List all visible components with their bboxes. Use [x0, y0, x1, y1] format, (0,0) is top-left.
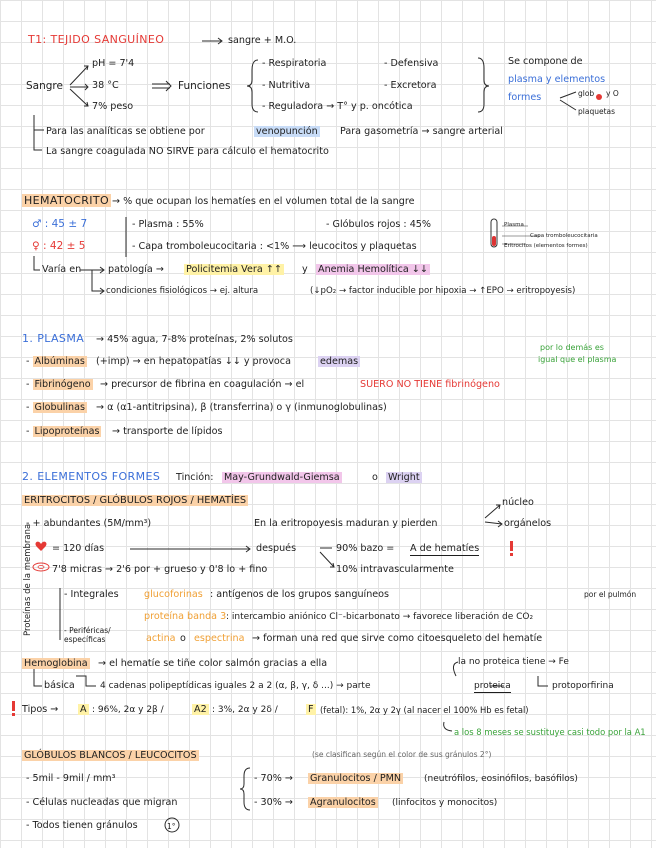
tincion-label: Tinción:	[176, 472, 214, 483]
suero-note: SUERO NO TIENE fibrinógeno	[360, 379, 500, 390]
wright-highlight: Wright	[388, 472, 420, 483]
section-title-hematocrito: HEMATOCRITO	[24, 194, 110, 207]
anemia-highlight: Anemia Hemolítica ↓↓	[318, 264, 428, 275]
fibrinogeno-highlight: Fibrinógeno	[34, 379, 91, 390]
nucleo-text: núcleo	[502, 497, 534, 508]
hb-a2-highlight: A2	[194, 704, 207, 715]
hemoglobina-text: → el hematíe se tiñe color salmón gracias a ella	[98, 658, 328, 669]
plaquetas-text: plaquetas	[578, 107, 616, 116]
funcion-nutritiva: - Nutritiva	[262, 80, 311, 91]
hb-a2-text: : 3%, 2α y 2δ /	[212, 705, 278, 715]
eritropoyesis-text: En la eritropoyesis maduran y pierden	[254, 518, 438, 529]
glucoforinas-text: glucoforinas	[144, 589, 203, 600]
leucocitos-heading: GLÓBULOS BLANCOS / LEUCOCITOS	[24, 750, 197, 761]
agranulocitos-highlight: Agranulocitos	[310, 797, 376, 808]
hb-f-note: a los 8 meses se sustituye casi todo por la A1	[454, 727, 646, 737]
integrales-detail: : antígenos de los grupos sanguíneos	[210, 589, 390, 600]
ph-value: pH = 7'4	[92, 58, 135, 69]
integrales-label: - Integrales	[64, 589, 119, 600]
policitemia-highlight: Policitemia Vera ↑↑	[186, 264, 282, 275]
hb-f-text: (fetal): 1%, 2α y 2γ (al nacer el 100% Hb es fetal)	[320, 705, 529, 715]
albuminas-highlight: Albúminas	[34, 356, 85, 367]
compone-text: Se compone de	[508, 56, 583, 67]
leucocitos-count: - 5mil - 9mil / mm³	[26, 773, 116, 784]
percent-70: - 70% →	[254, 773, 293, 784]
bazo-text: 90% bazo =	[336, 543, 395, 554]
despues-text: después	[256, 543, 297, 554]
vida-media-text: = 120 días	[52, 543, 105, 554]
formes-text: formes	[508, 92, 542, 103]
condiciones-detail: (↓pO₂ → factor inducible por hipoxia → ↑EPO → eritropoyesis)	[310, 286, 576, 296]
granulos-primarios-badge: 1°	[167, 822, 176, 831]
granulocitos-detail: (neutrófilos, eosinófilos, basófilos)	[424, 774, 578, 784]
lipoproteinas-text: → transporte de lípidos	[112, 426, 223, 437]
perifericas-label: - Periféricas/ específicas	[64, 626, 111, 644]
coagulada-text: La sangre coagulada NO SIRVE para cálculo el hematocrito	[46, 146, 329, 157]
plasma-percent: - Plasma : 55%	[132, 219, 204, 230]
sangre-label: Sangre	[26, 80, 63, 92]
funciones-label: Funciones	[178, 80, 231, 92]
hb-a-highlight: A	[80, 704, 87, 715]
patologia-text: patología →	[108, 264, 164, 275]
venopuncion-highlight: venopunción	[256, 126, 318, 137]
title-subtext: sangre + M.O.	[228, 35, 297, 46]
tipos-label: Tipos →	[22, 704, 59, 715]
organelos-text: orgánelos	[504, 518, 552, 529]
hematocrito-definition: → % que ocupan los hematíes en el volumen total de la sangre	[112, 196, 415, 207]
basica-label: básica	[44, 680, 75, 691]
tube-label-eritrocitos: Eritrocitos (elementos formes)	[504, 243, 588, 249]
tube-label-capa: Capa tromboleucocitaria	[530, 233, 598, 239]
globulinas-text: → α (α1-antitripsina), β (transferrina) o γ (inmunoglobulinas)	[96, 402, 387, 413]
funcion-excretora: - Excretora	[384, 80, 437, 91]
capa-tromboleucocitaria: - Capa tromboleucocitaria : <1% ⟶ leucocitos y plaquetas	[132, 241, 417, 252]
eritrocitos-heading: ERITROCITOS / GLÓBULOS ROJOS / HEMATÍES	[24, 495, 247, 506]
celulas-nucleadas: - Células nucleadas que migran	[26, 797, 178, 808]
funcion-respiratoria: - Respiratoria	[262, 58, 327, 69]
granulocitos-highlight: Granulocitos / PMN	[310, 773, 402, 784]
note-igual-plasma-2: igual que el plasma	[538, 355, 617, 364]
gasometria-text: Para gasometría → sangre arterial	[340, 126, 503, 137]
may-grundwald-highlight: May-Grundwald-Giemsa	[224, 472, 340, 483]
clasificacion-note: (se clasifican según el color de sus gránulos 2°)	[312, 750, 492, 759]
plasma-definition: → 45% agua, 7-8% proteínas, 2% solutos	[96, 334, 293, 345]
proteica-text: proteica	[474, 681, 511, 691]
globulos-rojos-percent: - Glóbulos rojos : 45%	[326, 219, 432, 230]
banda3-text: proteína banda 3	[144, 611, 227, 622]
hemoglobina-highlight: Hemoglobina	[24, 658, 88, 669]
analiticas-text: Para las analíticas se obtiene por	[46, 126, 205, 137]
proteinas-membrana-label: Proteínas de la membrana	[23, 523, 33, 636]
intravascular-text: 10% intravascularmente	[336, 564, 454, 575]
actina-text: actina	[146, 633, 176, 644]
espectrina-text: espectrina	[194, 633, 245, 644]
weight-value: 7% peso	[92, 101, 134, 112]
glob-text: glob	[578, 89, 595, 98]
edemas-highlight: edemas	[320, 356, 359, 367]
y-text: y	[302, 264, 308, 275]
section-title-elementos-formes: 2. ELEMENTOS FORMES	[22, 470, 161, 483]
percent-30: - 30% →	[254, 797, 293, 808]
lipoproteinas-highlight: Lipoproteínas	[34, 426, 100, 437]
funcion-defensiva: - Defensiva	[384, 58, 439, 69]
hb-a-text: : 96%, 2α y 2β /	[92, 705, 164, 715]
temperature-value: 38 °C	[92, 80, 119, 91]
globulinas-highlight: Globulinas	[34, 402, 85, 413]
condiciones-text: condiciones fisiológicos → ej. altura	[106, 286, 259, 296]
banda3-detail: : intercambio aniónico Cl⁻-bicarbonato → favorece liberación de CO₂	[226, 612, 534, 622]
male-value: ♂ : 45 ± 7	[32, 218, 88, 230]
no-proteica-text: la no proteica tiene → Fe	[458, 657, 569, 667]
a-hematies-text: A de hematíes	[410, 543, 480, 554]
perifericas-detail: → forman una red que sirve como citoesqueleto del hematíe	[252, 633, 543, 644]
plasma-elementos-text: plasma y elementos	[508, 74, 606, 85]
fibrinogeno-text: → precursor de fibrina en coagulación → el	[100, 379, 305, 390]
protoporfirina-text: protoporfirina	[552, 681, 614, 691]
todos-granulos: - Todos tienen gránulos	[26, 820, 138, 831]
y-o-text: y O	[606, 89, 619, 98]
micras-text: 7'8 micras → 2'6 por + grueso y 0'8 lo + fino	[52, 564, 268, 575]
o-text: o	[372, 472, 378, 483]
section-title-tejido-sanguineo: T1: TEJIDO SANGUÍNEO	[28, 33, 165, 46]
note-igual-plasma-1: por lo demás es	[540, 343, 604, 352]
hb-f-highlight: F	[308, 704, 314, 715]
tube-label-plasma: Plasma	[504, 222, 524, 228]
cadenas-text: 4 cadenas polipeptídicas iguales 2 a 2 (α, β, γ, δ ...) → parte	[100, 681, 371, 691]
agranulocitos-detail: (linfocitos y monocitos)	[392, 798, 498, 808]
section-title-plasma: 1. PLASMA	[22, 332, 85, 345]
varia-en: Varía en	[42, 264, 82, 275]
female-value: ♀ : 42 ± 5	[32, 240, 86, 252]
o-actina-text: o	[180, 633, 186, 644]
abundantes-text: - + abundantes (5M/mm³)	[26, 518, 152, 529]
pulmon-note: por el pulmón	[584, 590, 637, 599]
funcion-reguladora: - Reguladora → T° y p. oncótica	[262, 101, 413, 112]
albuminas-text: (+imp) → en hepatopatías ↓↓ y provoca	[96, 356, 291, 367]
